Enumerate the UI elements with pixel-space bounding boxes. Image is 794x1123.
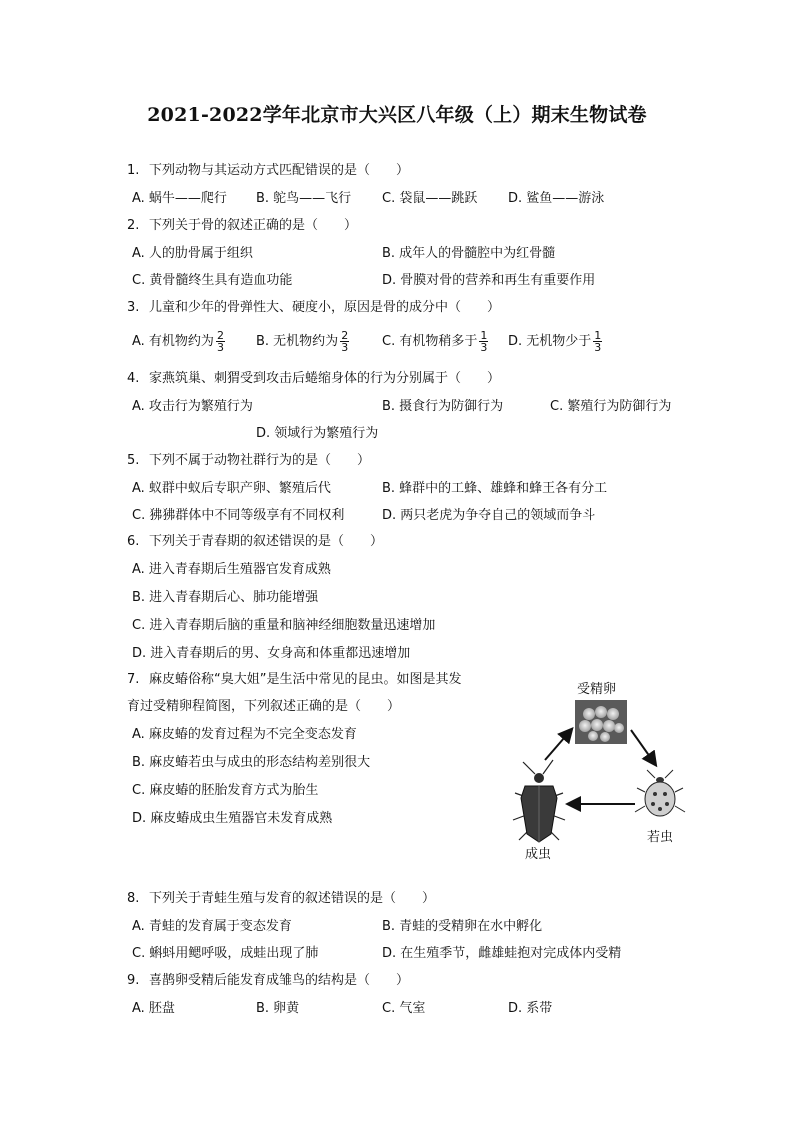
option-c[interactable]: C. 麻皮蝽的胚胎发育方式为胎生 (132, 783, 319, 798)
question-2 (127, 217, 357, 235)
question-7 (127, 671, 461, 689)
question-stem: 下列关于青蛙生殖与发育的叙述错误的是（ ） (149, 891, 436, 906)
question-number: 6. (127, 534, 140, 549)
question-number: 4. (127, 371, 140, 386)
question-number: 8. (127, 891, 140, 906)
option-d[interactable]: D. 进入青春期后的男、女身高和体重都迅速增加 (132, 646, 411, 661)
option-text: A. 有机物约为 (132, 334, 214, 349)
question-number: 2. (127, 218, 140, 233)
question-stem: 儿童和少年的骨弹性大、硬度小，原因是骨的成分中（ ） (149, 300, 501, 315)
denominator: 3 (341, 341, 349, 354)
adult-label: 成虫 (525, 847, 552, 862)
option-a[interactable]: A. 胚盘 (132, 1001, 175, 1016)
option-d[interactable]: D. 在生殖季节，雌雄蛙抱对完成体内受精 (382, 946, 622, 961)
question-8 (127, 890, 435, 908)
option-d[interactable]: D. 鲨鱼——游泳 (508, 191, 605, 206)
page-title: 2021-2022学年北京市大兴区八年级（上）期末生物试卷 (147, 104, 647, 126)
option-b[interactable]: B. 卵黄 (256, 1001, 300, 1016)
option-b[interactable]: B. 进入青春期后心、肺功能增强 (132, 590, 319, 605)
question-stem: 下列关于青春期的叙述错误的是（ ） (149, 534, 384, 549)
option-c[interactable]: C. 黄骨髓终生具有造血功能 (132, 273, 293, 288)
adult-bug-icon (513, 760, 565, 842)
question-stem: 家燕筑巢、刺猬受到攻击后蜷缩身体的行为分别属于（ ） (149, 371, 501, 386)
lifecycle-figure (505, 678, 700, 863)
question-4 (127, 370, 500, 388)
nymph-bug-icon (635, 770, 685, 816)
option-a[interactable]: A. 蚁群中蚁后专职产卵、繁殖后代 (132, 481, 331, 496)
option-d[interactable]: D. 两只老虎为争夺自己的领域而争斗 (382, 508, 596, 523)
arrow-egg-to-nymph (631, 730, 655, 764)
fraction (479, 330, 488, 353)
question-stem: 喜鹊卵受精后能发育成雏鸟的结构是（ ） (149, 973, 410, 988)
arrow-adult-to-egg (545, 730, 571, 760)
option-c[interactable]: C. 狒狒群体中不同等级享有不同权利 (132, 508, 345, 523)
question-number: 1. (127, 163, 140, 178)
denominator: 3 (594, 341, 602, 354)
question-stem: 麻皮蝽俗称“臭大姐”是生活中常见的昆虫。如图是其发 (149, 672, 462, 687)
fraction (340, 330, 349, 353)
option-d[interactable] (508, 330, 602, 353)
question-stem: 下列关于骨的叙述正确的是（ ） (149, 218, 358, 233)
denominator: 3 (480, 341, 488, 354)
option-a[interactable] (132, 330, 225, 353)
option-c[interactable]: C. 袋鼠——跳跃 (382, 191, 478, 206)
nymph-label: 若虫 (647, 830, 674, 845)
option-a[interactable]: A. 麻皮蝽的发育过程为不完全变态发育 (132, 727, 357, 742)
option-c[interactable]: C. 进入青春期后脑的重量和脑神经细胞数量迅速增加 (132, 618, 436, 633)
question-number: 9. (127, 973, 140, 988)
numerator: 1 (594, 329, 602, 342)
lifecycle-diagram (505, 678, 700, 863)
question-stem: 下列动物与其运动方式匹配错误的是（ ） (149, 163, 410, 178)
question-number: 3. (127, 300, 140, 315)
numerator: 2 (341, 329, 349, 342)
option-c[interactable]: C. 气室 (382, 1001, 426, 1016)
question-6 (127, 533, 383, 551)
fraction (593, 330, 602, 353)
question-stem-continued: 育过受精卵程简图，下列叙述正确的是（ ） (127, 699, 401, 714)
numerator: 2 (216, 329, 224, 342)
option-b[interactable]: B. 麻皮蝽若虫与成虫的形态结构差别很大 (132, 755, 371, 770)
option-text: D. 无机物少于 (508, 334, 592, 349)
option-a[interactable]: A. 人的肋骨属于组织 (132, 246, 253, 261)
egg-label: 受精卵 (577, 682, 617, 697)
option-d[interactable]: D. 骨膜对骨的营养和再生有重要作用 (382, 273, 596, 288)
question-stem: 下列不属于动物社群行为的是（ ） (149, 453, 371, 468)
option-a[interactable]: A. 进入青春期后生殖器官发育成熟 (132, 562, 331, 577)
option-c[interactable]: C. 蝌蚪用鳃呼吸，成蛙出现了肺 (132, 946, 319, 961)
question-1 (127, 162, 409, 180)
option-b[interactable]: B. 成年人的骨髓腔中为红骨髓 (382, 246, 556, 261)
option-b[interactable]: B. 摄食行为防御行为 (382, 399, 504, 414)
denominator: 3 (216, 341, 224, 354)
option-d[interactable]: D. 麻皮蝽成虫生殖器官未发育成熟 (132, 811, 333, 826)
option-b[interactable]: B. 青蛙的受精卵在水中孵化 (382, 919, 543, 934)
option-a[interactable]: A. 攻击行为繁殖行为 (132, 399, 253, 414)
question-9 (127, 972, 409, 990)
option-text: C. 有机物稍多于 (382, 334, 478, 349)
option-c[interactable] (382, 330, 488, 353)
option-a[interactable]: A. 青蛙的发育属于变态发育 (132, 919, 292, 934)
fraction (216, 330, 225, 353)
question-number: 5. (127, 453, 140, 468)
option-d[interactable]: D. 系带 (508, 1001, 553, 1016)
question-5 (127, 452, 370, 470)
option-b[interactable]: B. 蜂群中的工蜂、雄蜂和蜂王各有分工 (382, 481, 608, 496)
numerator: 1 (480, 329, 488, 342)
question-3 (127, 299, 500, 317)
option-a[interactable]: A. 蜗牛——爬行 (132, 191, 227, 206)
option-d[interactable]: D. 领域行为繁殖行为 (256, 426, 379, 441)
option-text: B. 无机物约为 (256, 334, 339, 349)
question-number: 7. (127, 672, 140, 687)
option-b[interactable] (256, 330, 349, 353)
option-c[interactable]: C. 繁殖行为防御行为 (550, 399, 672, 414)
option-b[interactable]: B. 鸵鸟——飞行 (256, 191, 352, 206)
egg-cluster-icon (575, 700, 627, 744)
